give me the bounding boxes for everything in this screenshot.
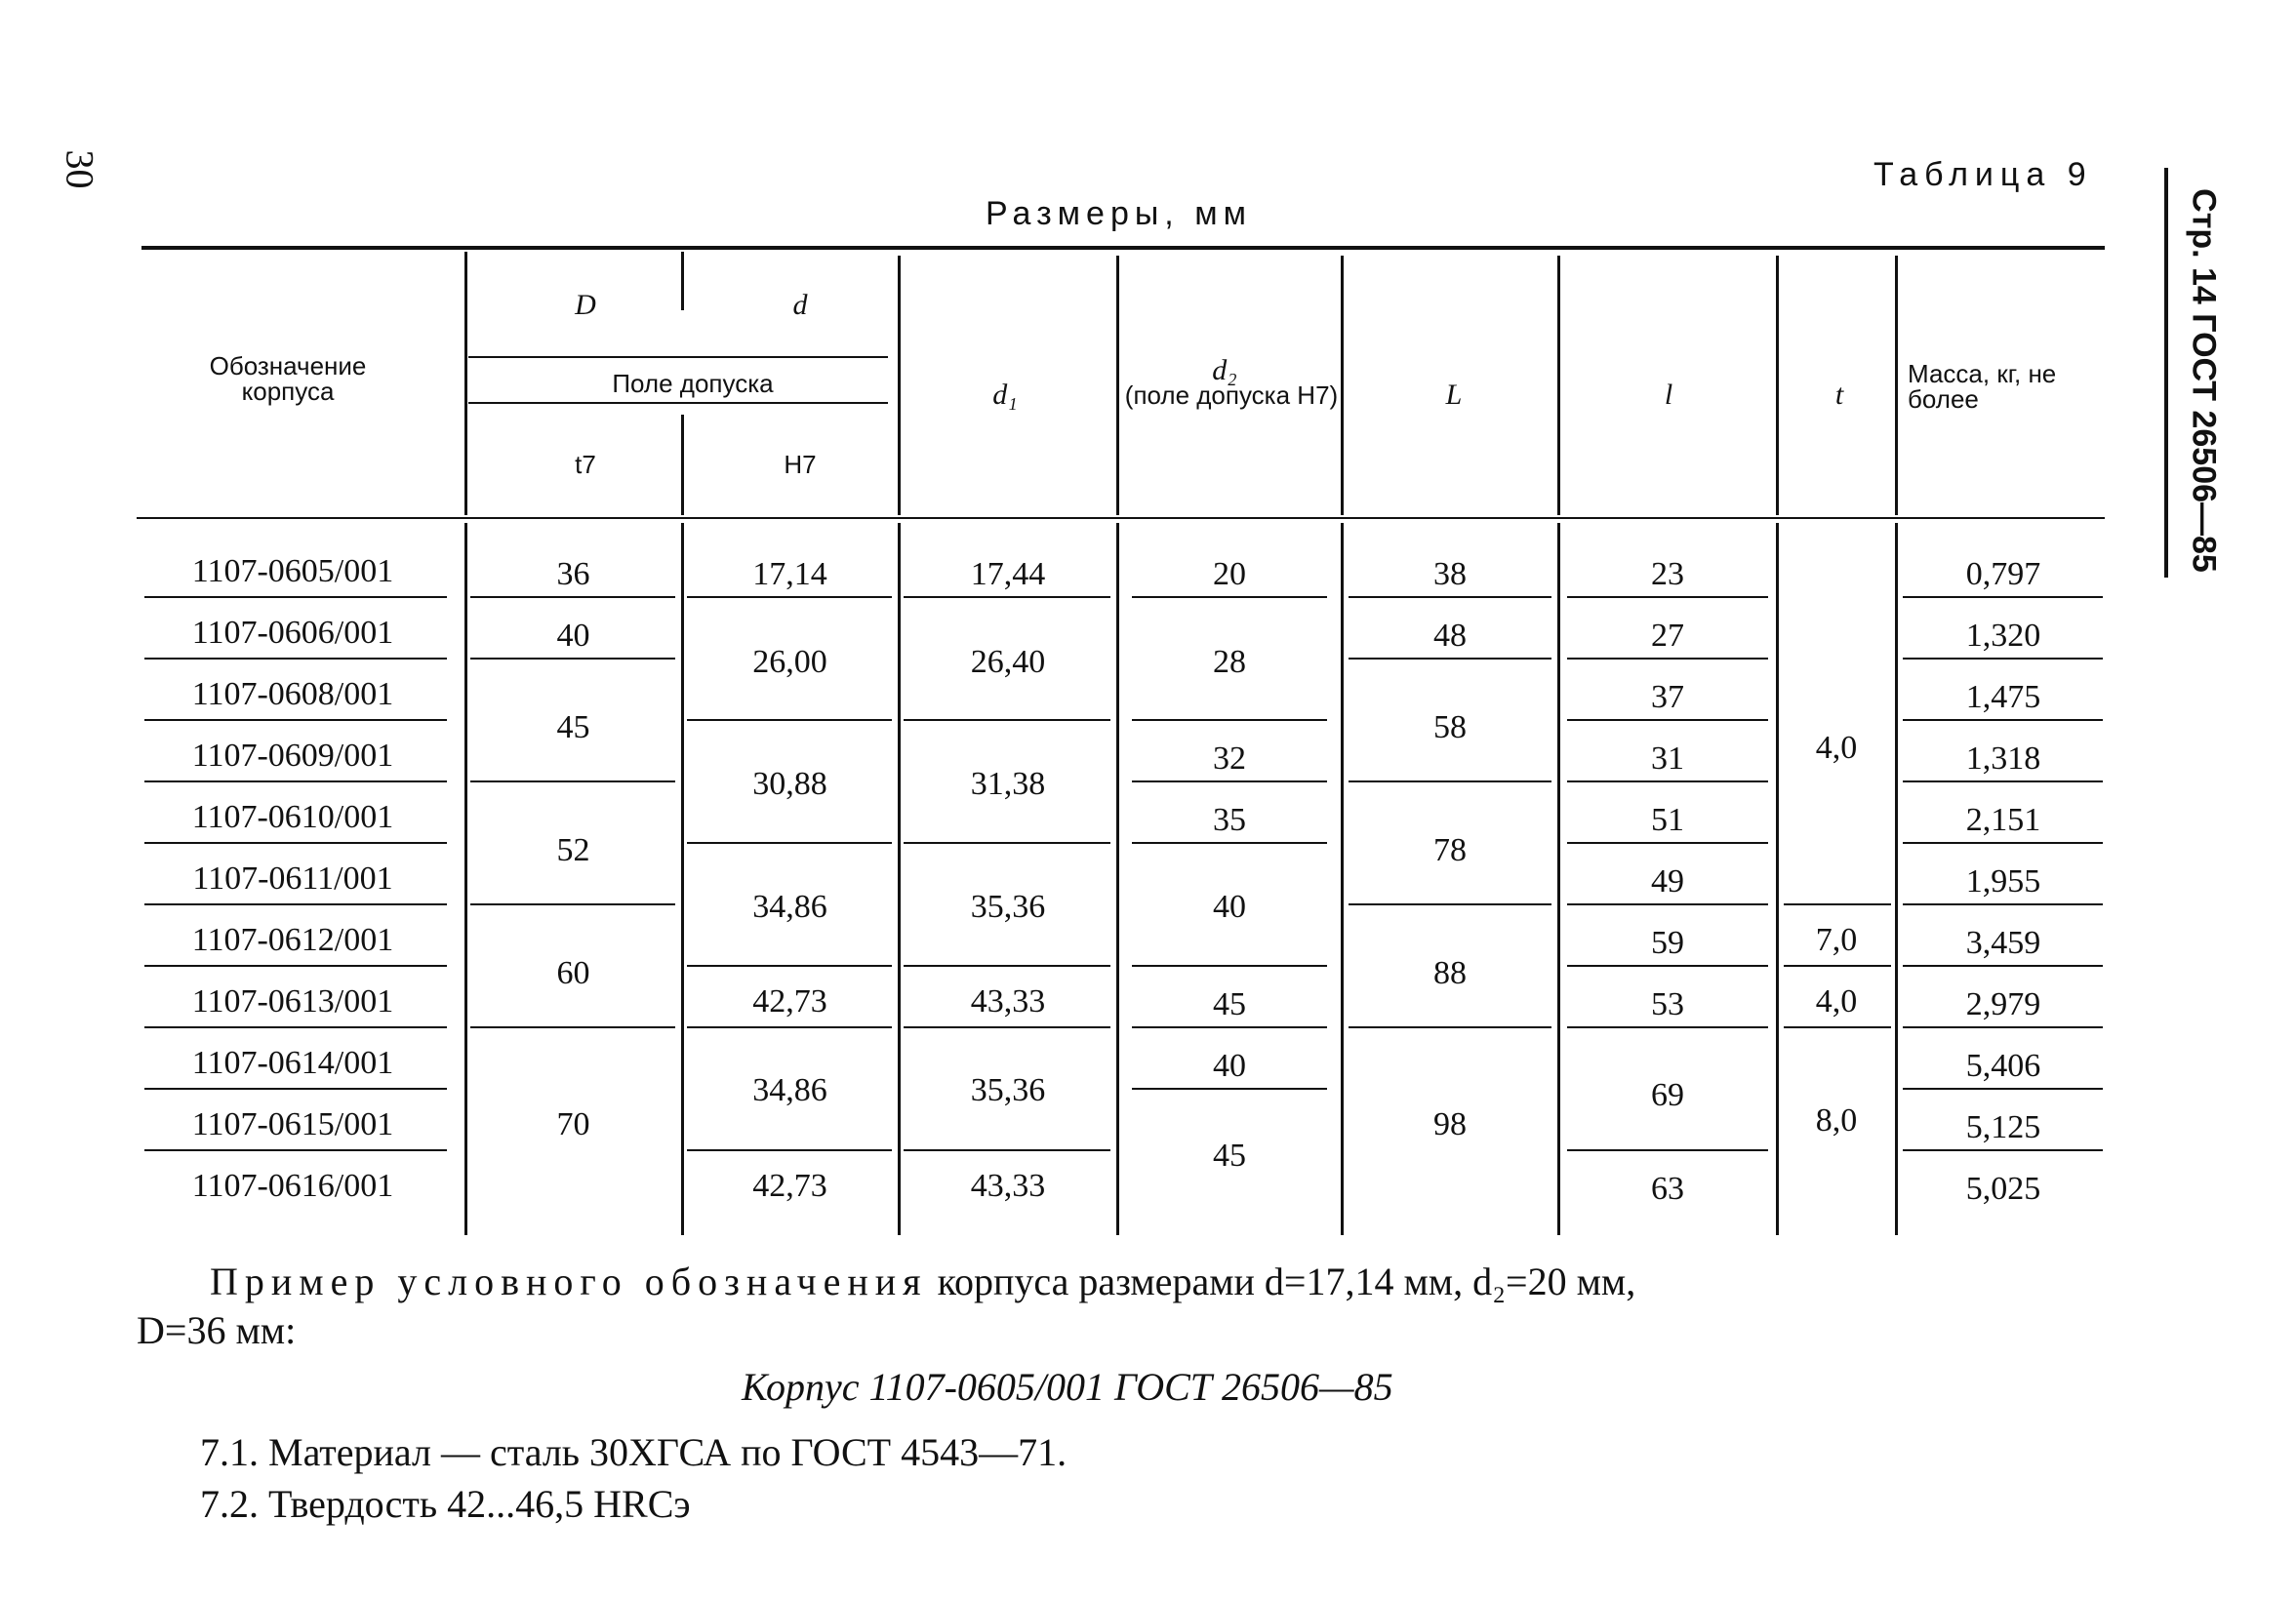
designation-cell: 1107-0605/001 bbox=[191, 553, 394, 589]
header-d-tolerance: H7 bbox=[784, 450, 817, 479]
col-divider bbox=[1557, 256, 1560, 515]
designation-cell: 1107-0610/001 bbox=[191, 799, 394, 835]
t-cell: 8,0 bbox=[1815, 1102, 1858, 1139]
l-cell: 49 bbox=[1651, 863, 1684, 900]
d2-cell: 40 bbox=[1213, 1048, 1246, 1084]
d-cell: 30,88 bbox=[752, 766, 827, 802]
row-rule bbox=[1132, 719, 1327, 721]
l-cell: 23 bbox=[1651, 556, 1684, 592]
row-rule bbox=[1567, 842, 1768, 844]
side-header bbox=[2174, 166, 2233, 595]
header-D-tolerance: t7 bbox=[575, 450, 596, 479]
row-rule bbox=[470, 596, 675, 598]
row-rule bbox=[144, 842, 447, 844]
col-divider bbox=[1341, 523, 1344, 1235]
table-title: Таблица 9 bbox=[1873, 156, 2093, 193]
col-divider bbox=[1341, 256, 1344, 515]
header-d2: d₂ bbox=[1212, 354, 1237, 386]
row-rule bbox=[470, 658, 675, 660]
row-rule bbox=[1132, 780, 1327, 782]
row-rule bbox=[144, 1149, 447, 1151]
header-mass: Масса, кг, не более bbox=[1908, 359, 2057, 414]
row-rule bbox=[470, 903, 675, 905]
L-cell: 58 bbox=[1433, 709, 1467, 745]
clause-7-2: 7.2. Твердость 42...46,5 HRCэ bbox=[200, 1482, 691, 1526]
row-rule bbox=[1567, 965, 1768, 967]
col-divider bbox=[464, 523, 467, 1235]
header-L: L bbox=[1445, 379, 1463, 411]
row-rule bbox=[1349, 596, 1551, 598]
d1-cell: 31,38 bbox=[970, 766, 1046, 802]
d-cell: 42,73 bbox=[752, 983, 827, 1020]
l-cell: 27 bbox=[1651, 618, 1684, 654]
designation-cell: 1107-0615/001 bbox=[191, 1106, 394, 1142]
l-cell: 31 bbox=[1651, 740, 1684, 777]
row-rule bbox=[1349, 1026, 1551, 1028]
mass-cell: 5,025 bbox=[1965, 1171, 2041, 1207]
t-cell: 7,0 bbox=[1815, 922, 1858, 958]
row-rule bbox=[1903, 719, 2103, 721]
row-rule bbox=[1903, 903, 2103, 905]
row-rule bbox=[1567, 596, 1768, 598]
header-l: l bbox=[1664, 379, 1673, 411]
example-rest: корпуса размерами d=17,14 мм, d₂=20 мм, bbox=[937, 1260, 1636, 1303]
L-cell: 88 bbox=[1433, 955, 1467, 991]
row-rule bbox=[1567, 903, 1768, 905]
row-rule bbox=[1349, 903, 1551, 905]
designation-cell: 1107-0614/001 bbox=[191, 1045, 394, 1081]
row-rule bbox=[687, 719, 892, 721]
header-d: d bbox=[792, 289, 808, 321]
col-divider bbox=[1895, 256, 1898, 515]
col-divider bbox=[1116, 523, 1119, 1235]
row-rule bbox=[904, 719, 1110, 721]
L-cell: 78 bbox=[1433, 832, 1467, 868]
row-rule bbox=[144, 1026, 447, 1028]
col-divider bbox=[1895, 523, 1898, 1235]
D-cell: 40 bbox=[556, 618, 590, 654]
row-rule bbox=[687, 965, 892, 967]
col-divider bbox=[898, 523, 901, 1235]
designation-cell: 1107-0611/001 bbox=[192, 860, 393, 897]
L-cell: 38 bbox=[1433, 556, 1467, 592]
d2-cell: 20 bbox=[1213, 556, 1246, 592]
designation-cell: 1107-0613/001 bbox=[191, 983, 394, 1020]
row-rule bbox=[687, 596, 892, 598]
col-divider bbox=[464, 252, 467, 515]
header-D: D bbox=[575, 289, 596, 321]
example-text bbox=[210, 1259, 2113, 1304]
row-rule bbox=[1903, 965, 2103, 967]
row-rule bbox=[1903, 1088, 2103, 1090]
l-cell: 63 bbox=[1651, 1171, 1684, 1207]
row-rule bbox=[1784, 965, 1891, 967]
designation-cell: 1107-0616/001 bbox=[191, 1168, 394, 1204]
l-cell: 37 bbox=[1651, 679, 1684, 715]
row-rule bbox=[470, 780, 675, 782]
designation-cell: 1107-0612/001 bbox=[191, 922, 394, 958]
row-rule bbox=[1567, 1026, 1768, 1028]
designation-cell: 1107-0609/001 bbox=[191, 738, 394, 774]
side-header-text: Стр. 14 ГОСТ 26506—85 bbox=[2185, 188, 2223, 573]
d-cell: 34,86 bbox=[752, 889, 827, 925]
row-rule bbox=[1903, 842, 2103, 844]
L-cell: 98 bbox=[1433, 1106, 1467, 1142]
row-rule bbox=[904, 1026, 1110, 1028]
header-t: t bbox=[1834, 379, 1844, 411]
designation-cell: 1107-0608/001 bbox=[191, 676, 394, 712]
col-divider bbox=[1116, 256, 1119, 515]
D-cell: 36 bbox=[556, 556, 590, 592]
tolerance-rule bbox=[468, 402, 888, 404]
d2-cell: 45 bbox=[1213, 1138, 1246, 1174]
col-divider bbox=[681, 252, 684, 310]
table-header-rule bbox=[137, 517, 2105, 519]
row-rule bbox=[144, 1088, 447, 1090]
row-rule bbox=[687, 842, 892, 844]
d-cell: 26,00 bbox=[752, 644, 827, 680]
sizes-title: Размеры, мм bbox=[986, 195, 1252, 232]
d2-cell: 45 bbox=[1213, 986, 1246, 1022]
d-cell: 42,73 bbox=[752, 1168, 827, 1204]
mass-cell: 2,979 bbox=[1965, 986, 2041, 1022]
l-cell: 53 bbox=[1651, 986, 1684, 1022]
row-rule bbox=[1567, 780, 1768, 782]
row-rule bbox=[1132, 965, 1327, 967]
example-code: Корпус 1107-0605/001 ГОСТ 26506—85 bbox=[742, 1365, 1393, 1409]
d1-cell: 17,44 bbox=[970, 556, 1046, 592]
d1-cell: 35,36 bbox=[970, 1072, 1046, 1108]
col-divider bbox=[898, 256, 901, 515]
row-rule bbox=[144, 903, 447, 905]
mass-cell: 1,318 bbox=[1965, 740, 2041, 777]
L-cell: 48 bbox=[1433, 618, 1467, 654]
row-rule bbox=[144, 965, 447, 967]
D-cell: 60 bbox=[556, 955, 590, 991]
mass-cell: 0,797 bbox=[1965, 556, 2041, 592]
header-d2-note: (поле допуска H7) bbox=[1124, 380, 1339, 410]
d2-cell: 40 bbox=[1213, 889, 1246, 925]
D-cell: 45 bbox=[556, 709, 590, 745]
d2-cell: 32 bbox=[1213, 740, 1246, 777]
row-rule bbox=[687, 1026, 892, 1028]
d-cell: 17,14 bbox=[752, 556, 827, 592]
mass-cell: 2,151 bbox=[1965, 802, 2041, 838]
row-rule bbox=[1903, 658, 2103, 660]
mass-cell: 3,459 bbox=[1965, 925, 2041, 961]
side-rule bbox=[2164, 168, 2168, 578]
d1-cell: 43,33 bbox=[970, 1168, 1046, 1204]
d1-cell: 26,40 bbox=[970, 644, 1046, 680]
l-cell: 59 bbox=[1651, 925, 1684, 961]
example-line2: D=36 мм: bbox=[137, 1308, 297, 1352]
col-divider bbox=[681, 523, 684, 1235]
d1-cell: 43,33 bbox=[970, 983, 1046, 1020]
t-cell: 4,0 bbox=[1815, 730, 1858, 766]
page-number: 30 bbox=[58, 149, 102, 189]
mass-cell: 1,955 bbox=[1965, 863, 2041, 900]
row-rule bbox=[1567, 658, 1768, 660]
col-divider bbox=[1776, 256, 1779, 515]
row-rule bbox=[1132, 842, 1327, 844]
row-rule bbox=[144, 719, 447, 721]
d2-cell: 35 bbox=[1213, 802, 1246, 838]
row-rule bbox=[687, 1149, 892, 1151]
table-top-rule bbox=[141, 246, 2105, 250]
row-rule bbox=[904, 1149, 1110, 1151]
header-d1: d₁ bbox=[992, 379, 1018, 411]
row-rule bbox=[904, 596, 1110, 598]
row-rule bbox=[904, 965, 1110, 967]
row-rule bbox=[1903, 1026, 2103, 1028]
col-divider bbox=[1557, 523, 1560, 1235]
row-rule bbox=[1903, 1149, 2103, 1151]
row-rule bbox=[1349, 658, 1551, 660]
tolerance-rule bbox=[468, 356, 888, 358]
D-cell: 52 bbox=[556, 832, 590, 868]
row-rule bbox=[144, 596, 447, 598]
t-cell: 4,0 bbox=[1815, 983, 1858, 1020]
header-designation: Обозначение корпуса bbox=[209, 351, 367, 406]
row-rule bbox=[1784, 1026, 1891, 1028]
row-rule bbox=[1784, 903, 1891, 905]
d-cell: 34,86 bbox=[752, 1072, 827, 1108]
row-rule bbox=[144, 780, 447, 782]
row-rule bbox=[1567, 1149, 1768, 1151]
d2-cell: 28 bbox=[1213, 644, 1246, 680]
example-prefix: Пример условного обозначения bbox=[210, 1260, 928, 1303]
row-rule bbox=[1903, 596, 2103, 598]
l-cell: 51 bbox=[1651, 802, 1684, 838]
designation-cell: 1107-0606/001 bbox=[191, 615, 394, 651]
D-cell: 70 bbox=[556, 1106, 590, 1142]
row-rule bbox=[1132, 1088, 1327, 1090]
row-rule bbox=[470, 1026, 675, 1028]
col-divider bbox=[681, 415, 684, 515]
row-rule bbox=[1132, 596, 1327, 598]
mass-cell: 1,320 bbox=[1965, 618, 2041, 654]
mass-cell: 1,475 bbox=[1965, 679, 2041, 715]
header-tolerance-field: Поле допуска bbox=[612, 369, 774, 398]
l-cell: 69 bbox=[1651, 1077, 1684, 1113]
row-rule bbox=[1903, 780, 2103, 782]
mass-cell: 5,125 bbox=[1965, 1109, 2041, 1145]
row-rule bbox=[144, 658, 447, 660]
col-divider bbox=[1776, 523, 1779, 1235]
clause-7-1: 7.1. Материал — сталь 30ХГСА по ГОСТ 4543—71. bbox=[200, 1430, 1067, 1474]
row-rule bbox=[1132, 1026, 1327, 1028]
row-rule bbox=[904, 842, 1110, 844]
mass-cell: 5,406 bbox=[1965, 1048, 2041, 1084]
row-rule bbox=[1349, 780, 1551, 782]
d1-cell: 35,36 bbox=[970, 889, 1046, 925]
row-rule bbox=[1567, 719, 1768, 721]
